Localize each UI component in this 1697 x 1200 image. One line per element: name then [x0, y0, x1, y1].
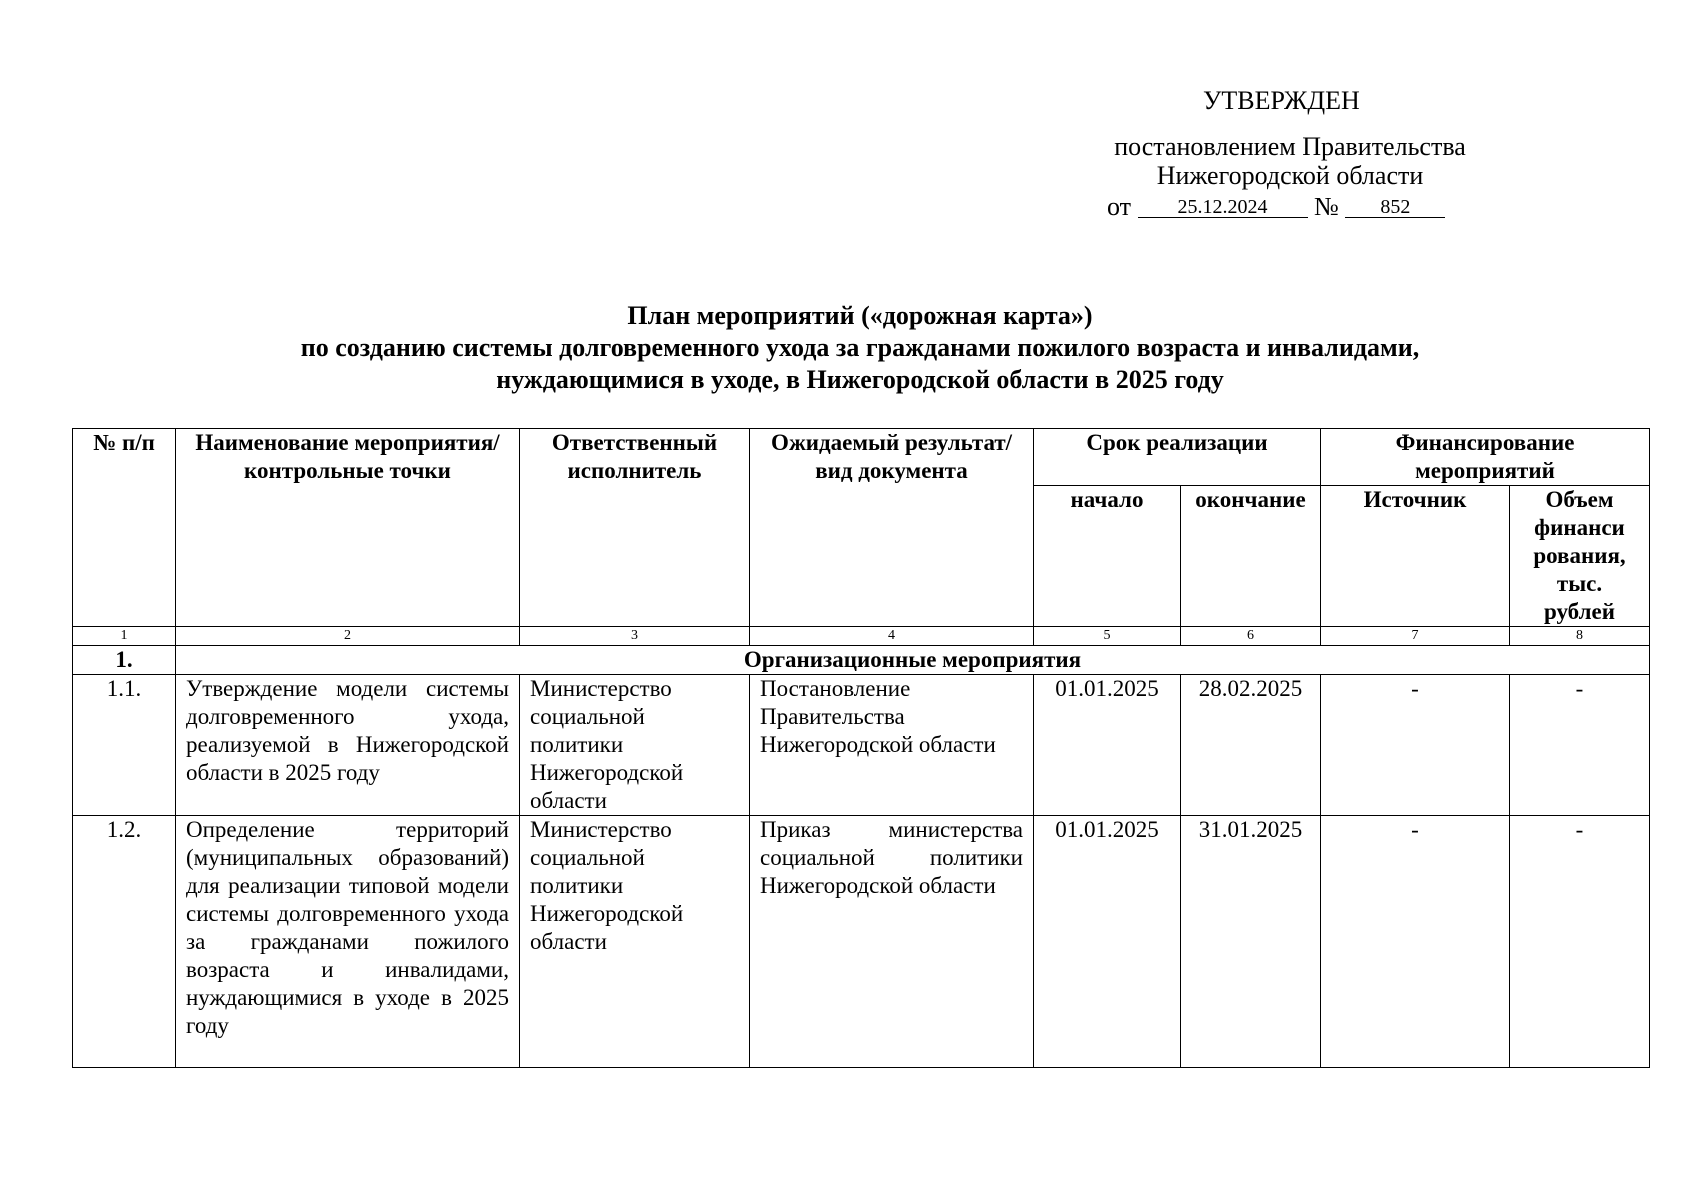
- approval-block: [1080, 86, 1500, 221]
- row-end: 31.01.2025: [1181, 816, 1321, 1068]
- header-responsible: Ответственный исполнитель: [520, 429, 750, 627]
- header-end: окончание: [1181, 486, 1321, 627]
- from-label: от: [1107, 192, 1132, 221]
- row-volume: -: [1510, 675, 1650, 816]
- section-row: [73, 646, 1650, 675]
- header-volume: Объем финанси рования, тыс. рублей: [1510, 486, 1650, 627]
- approval-number: 852: [1345, 197, 1445, 218]
- row-responsible: Министерство социальной политики Нижегородской области: [520, 675, 750, 816]
- column-number: 4: [750, 627, 1034, 646]
- table-row: [73, 675, 1650, 816]
- approval-date-line: [1080, 192, 1500, 221]
- header-name: Наименование мероприятия/ контрольные точки: [176, 429, 520, 627]
- row-result: Постановление Правительства Нижегородской области: [750, 675, 1034, 816]
- header-financing: Финансирование мероприятий: [1321, 429, 1650, 486]
- column-number: 6: [1181, 627, 1321, 646]
- table-row: [73, 816, 1650, 1068]
- header-period: Срок реализации: [1034, 429, 1321, 486]
- section-title: Организационные мероприятия: [176, 646, 1650, 675]
- header-source: Источник: [1321, 486, 1510, 627]
- section-num: 1.: [73, 646, 176, 675]
- row-start: 01.01.2025: [1034, 675, 1181, 816]
- heading-line-3: нуждающимися в уходе, в Нижегородской области в 2025 году: [496, 365, 1224, 394]
- header-row: [73, 429, 1650, 486]
- row-start: 01.01.2025: [1034, 816, 1181, 1068]
- header-num: № п/п: [73, 429, 176, 627]
- row-volume: -: [1510, 816, 1650, 1068]
- header-start: начало: [1034, 486, 1181, 627]
- row-num: 1.2.: [73, 816, 176, 1068]
- header-result: Ожидаемый результат/вид документа: [750, 429, 1034, 627]
- approval-title: УТВЕРЖДЕН: [1203, 86, 1360, 115]
- document-heading: [180, 300, 1540, 396]
- column-number: 1: [73, 627, 176, 646]
- column-number: 8: [1510, 627, 1650, 646]
- row-name: Определение территорий (муниципальных образований) для реализации типовой модели системы долговременного ухода за гражданами пожилого возраста и инвалидами, нуждающимися в уходе в 2025 году: [176, 816, 520, 1068]
- column-number: 3: [520, 627, 750, 646]
- roadmap-table: [72, 428, 1650, 1068]
- row-name: Утверждение модели системы долговременного ухода, реализуемой в Нижегородской области в 2025 году: [176, 675, 520, 816]
- approval-line-1: постановлением Правительства: [1114, 132, 1466, 161]
- row-source: -: [1321, 675, 1510, 816]
- column-number-row: [73, 627, 1650, 646]
- number-label: №: [1314, 192, 1339, 221]
- row-result: Приказ министерства социальной политики Нижегородской области: [750, 816, 1034, 1068]
- approval-date: 25.12.2024: [1138, 197, 1308, 218]
- column-number: 5: [1034, 627, 1181, 646]
- column-number: 2: [176, 627, 520, 646]
- row-source: -: [1321, 816, 1510, 1068]
- heading-line-1: План мероприятий («дорожная карта»): [627, 301, 1093, 330]
- column-number: 7: [1321, 627, 1510, 646]
- approval-line-2: Нижегородской области: [1156, 161, 1424, 190]
- row-num: 1.1.: [73, 675, 176, 816]
- heading-line-2: по созданию системы долговременного ухода за гражданами пожилого возраста и инвалидами,: [300, 333, 1420, 362]
- row-end: 28.02.2025: [1181, 675, 1321, 816]
- row-responsible: Министерство социальной политики Нижегородской области: [520, 816, 750, 1068]
